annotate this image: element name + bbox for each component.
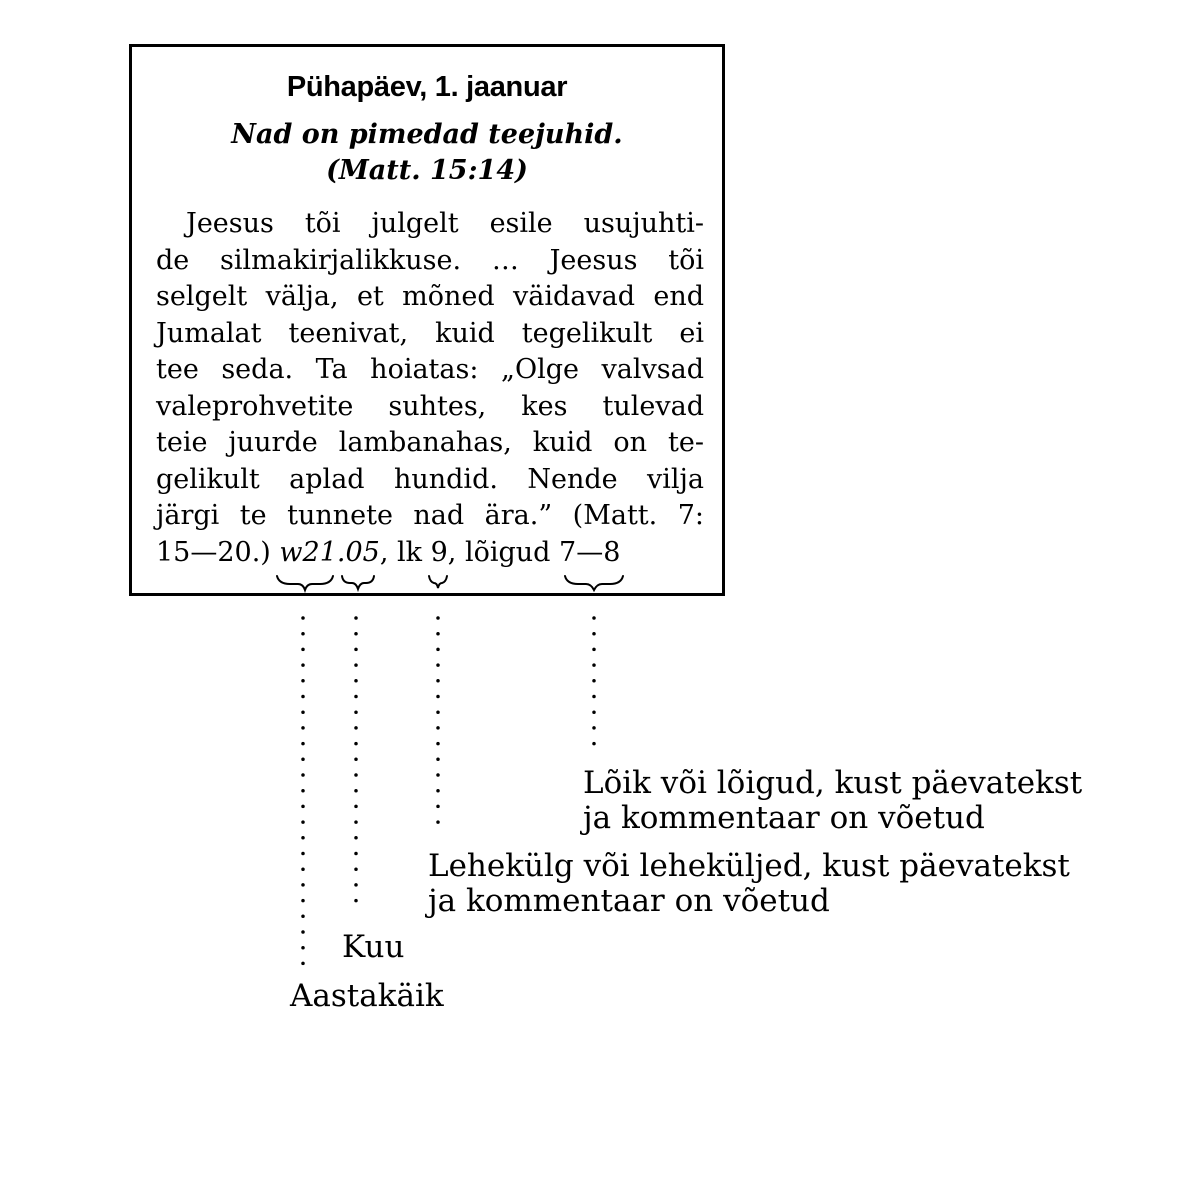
reference-dot: . <box>336 537 346 568</box>
paragraphs-label-line1: Lõik või lõigud, kust päevatekst <box>583 765 1083 801</box>
reference-year: w21 <box>279 537 337 568</box>
reference-page: 9 <box>430 537 448 568</box>
theme-verse: Nad on pimedad teejuhid. <box>231 119 623 150</box>
page-label-line2: ja kommentaar on võetud <box>428 883 830 919</box>
reference-line <box>156 534 704 571</box>
daily-text-box <box>129 44 725 596</box>
reference-month: 05 <box>345 537 380 568</box>
reference-lk: , lk <box>379 537 431 568</box>
year-label: Aastakäik <box>290 978 444 1014</box>
reference-loigud: , lõigud <box>447 537 560 568</box>
body-line-1: Jeesus tõi julgelt esile usujuhti- <box>186 208 704 239</box>
page-label-line1: Lehekülg või leheküljed, kust päevatekst <box>428 848 1070 884</box>
body-line-7: teie juurde lambanahas, kuid on te- <box>156 427 704 458</box>
body-line-6: valeprohvetite suhtes, kes tulevad <box>156 391 704 422</box>
body-line-2: de silmakirjalikkuse. … Jeesus tõi <box>156 245 704 276</box>
paragraphs-label-line2: ja kommentaar on võetud <box>583 800 985 836</box>
reference-paragraphs: 7—8 <box>559 537 621 568</box>
body-line-9: järgi te tunnete nad ära.” (Matt. 7: <box>156 500 704 531</box>
theme-verse-citation: (Matt. 15:14) <box>326 155 528 186</box>
entry-date-heading: Pühapäev, 1. jaanuar <box>286 71 568 103</box>
month-label: Kuu <box>342 929 405 965</box>
reference-lead: 15—20.) <box>156 537 280 568</box>
body-line-8: gelikult aplad hundid. Nende vilja <box>156 464 704 495</box>
body-line-5: tee seda. Ta hoiatas: „Olge valvsad <box>156 354 704 385</box>
body-line-4: Jumalat teenivat, kuid tegelikult ei <box>156 318 704 349</box>
body-line-3: selgelt välja, et mõned väidavad end <box>156 281 704 312</box>
